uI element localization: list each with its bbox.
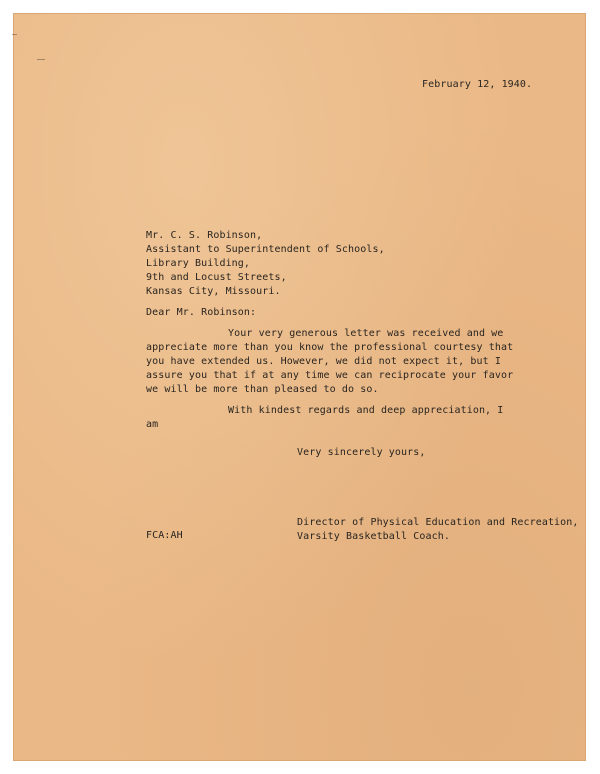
complimentary-close: Very sincerely yours, bbox=[297, 447, 426, 458]
letter-date: February 12, 1940. bbox=[422, 79, 533, 90]
body-line: you have extended us. However, we did not expect it, but I bbox=[146, 356, 501, 367]
body-line: appreciate more than you know the professional courtesy that bbox=[146, 342, 514, 353]
letter-page bbox=[13, 13, 586, 761]
body-line: Your very generous letter was received and we bbox=[228, 328, 504, 339]
body-line: assure you that if at any time we can reciprocate your favor bbox=[146, 370, 514, 381]
closing-line: With kindest regards and deep appreciation, I bbox=[228, 405, 504, 416]
recipient-title: Assistant to Superintendent of Schools, bbox=[146, 244, 385, 255]
edge-mark bbox=[12, 34, 17, 35]
salutation: Dear Mr. Robinson: bbox=[146, 307, 257, 318]
signature-title: Varsity Basketball Coach. bbox=[297, 531, 451, 542]
edge-mark bbox=[37, 59, 45, 60]
body-line: we will be more than pleased to do so. bbox=[146, 384, 379, 395]
reference-initials: FCA:AH bbox=[146, 530, 183, 541]
recipient-city: Kansas City, Missouri. bbox=[146, 286, 281, 297]
recipient-name: Mr. C. S. Robinson, bbox=[146, 230, 263, 241]
recipient-street: 9th and Locust Streets, bbox=[146, 272, 287, 283]
recipient-building: Library Building, bbox=[146, 258, 251, 269]
closing-line: am bbox=[146, 419, 159, 430]
signature-title: Director of Physical Education and Recreation, bbox=[297, 517, 579, 528]
